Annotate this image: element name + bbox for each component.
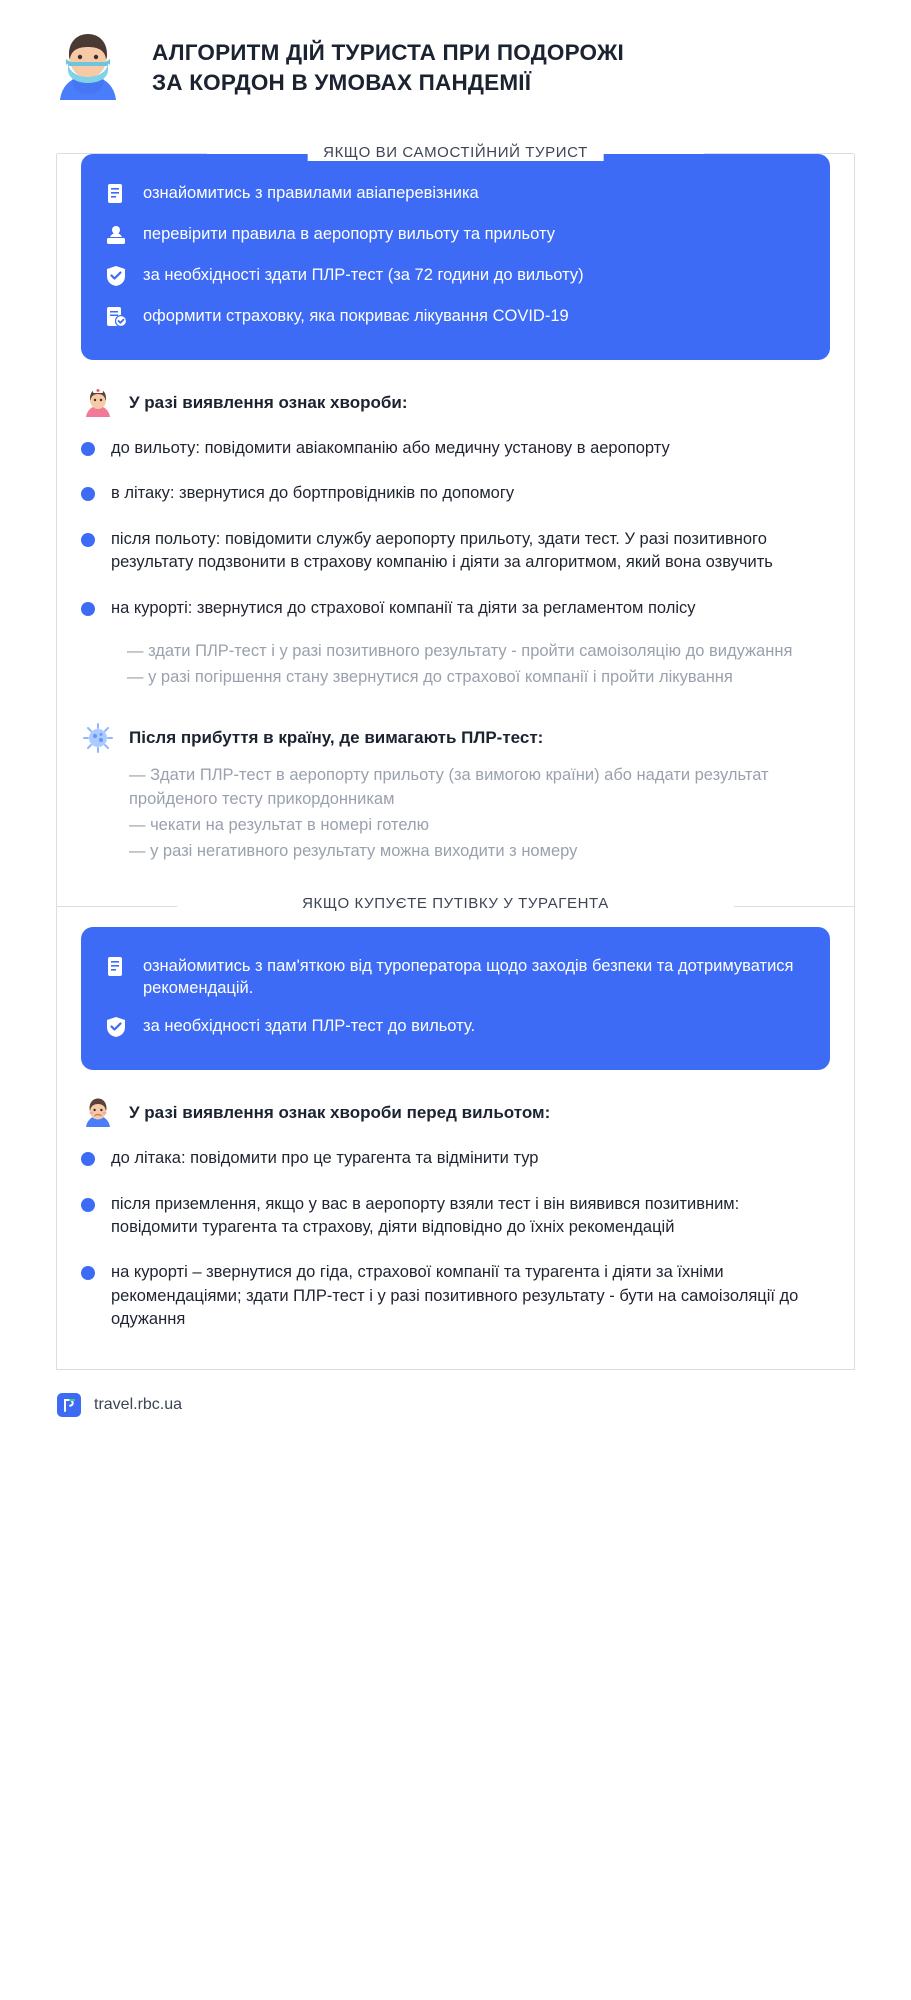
legend-rule-left: [57, 153, 207, 154]
bullet-dot-icon: [81, 533, 95, 547]
blue-item-text: за необхідності здати ПЛР-тест до вильоту.: [143, 1017, 476, 1036]
section1-subheading: [81, 386, 830, 420]
section1-notes-2: [129, 763, 830, 865]
note-line: — у разі негативного результату можна виходити з номеру: [129, 841, 578, 860]
section1-bullet-list: [81, 426, 830, 631]
blue-item: [103, 947, 808, 1008]
bullet-dot-icon: [81, 602, 95, 616]
legend-rule-left: [57, 906, 177, 907]
list-item: [81, 517, 830, 586]
document-icon: [103, 181, 129, 207]
note-line: — у разі погіршення стану звернутися до страхової компанії і пройти лікування: [127, 668, 733, 687]
bullet-dot-icon: [81, 442, 95, 456]
legend-rule-right: [704, 153, 854, 154]
content-card: [56, 144, 855, 1370]
rbc-travel-logo-icon: [56, 1392, 82, 1418]
section1-blue-block: [81, 154, 830, 360]
section1-subheading-text: У разі виявлення ознак хвороби:: [129, 393, 408, 412]
section1-legend: ЯКЩО ВИ САМОСТІЙНИЙ ТУРИСТ: [307, 144, 604, 161]
section2-legend-row: [57, 895, 854, 917]
list-item-text: до літака: повідомити про це турагента та відмінити тур: [111, 1149, 539, 1168]
bullet-dot-icon: [81, 487, 95, 501]
note-line: — чекати на результат в номері готелю: [129, 815, 430, 834]
list-item: [81, 1250, 830, 1342]
list-item: [81, 1182, 830, 1251]
section1-subheading-2-text: Після прибуття в країну, де вимагають ПЛР-тест:: [129, 727, 544, 747]
section2-subheading-text: У разі виявлення ознак хвороби перед вильотом:: [129, 1103, 551, 1123]
blue-item: [103, 215, 808, 256]
bullet-dot-icon: [81, 1152, 95, 1166]
list-item-text: на курорті: звернутися до страхової компанії та діяти за регламентом полісу: [111, 598, 696, 617]
header: [0, 0, 911, 120]
bullet-dot-icon: [81, 1198, 95, 1212]
blue-item: [103, 256, 808, 297]
test-check-shield-icon: [103, 1014, 129, 1040]
note-line: — Здати ПЛР-тест в аеропорту прильоту (за вимогою країни) або надати результат пройденого тесту прикордонникам: [129, 765, 769, 808]
blue-item: [103, 174, 808, 215]
blue-item-text: ознайомитись з правилами авіаперевізника: [143, 184, 479, 202]
document-icon: [103, 954, 129, 980]
insurance-document-icon: [103, 304, 129, 330]
blue-item: [103, 1007, 808, 1048]
list-item-text: після польоту: повідомити службу аеропорту прильоту, здати тест. У разі позитивного результату подзвонити в страхову компанію і діяти за алгоритмом, який вона озвучить: [111, 529, 773, 572]
boy-with-mask-avatar-icon: [46, 26, 130, 110]
section1-notes: [127, 639, 830, 691]
page-title-line1: АЛГОРИТМ ДІЙ ТУРИСТА ПРИ ПОДОРОЖІ: [152, 40, 624, 66]
blue-item-text: за необхідності здати ПЛР-тест (за 72 години до вильоту): [143, 266, 584, 284]
airport-checkin-icon: [103, 222, 129, 248]
page-title: [152, 38, 624, 98]
blue-item: [103, 297, 808, 338]
section2-subheading: [81, 1096, 830, 1130]
nurse-avatar-icon: [81, 386, 115, 420]
blue-item-text: перевірити правила в аеропорту вильоту та прильоту: [143, 225, 555, 243]
list-item-text: на курорті – звернутися до гіда, страхової компанії та турагента і діяти за їхніми рекомендаціями; здати ПЛР-тест і у разі позитивного результату - бути на самоізоляції до одужання: [111, 1263, 799, 1329]
list-item-text: до вильоту: повідомити авіакомпанію або медичну установу в аеропорту: [111, 439, 670, 457]
list-item: [81, 1136, 830, 1181]
section1-subheading-2: [81, 721, 830, 755]
virus-icon: [81, 721, 115, 755]
list-item: [81, 426, 830, 471]
blue-item-text: ознайомитись з пам'яткою від туроператора щодо заходів безпеки та дотримуватися рекомендацій.: [143, 956, 794, 997]
legend-rule-right: [734, 906, 854, 907]
footer-site-url[interactable]: travel.rbc.ua: [94, 1395, 183, 1413]
list-item-text: після приземлення, якщо у вас в аеропорту взяли тест і він виявився позитивним: повідомити турагента та страхову, діяти відповідно до їхніх рекомендацій: [111, 1194, 740, 1237]
list-item: [81, 471, 830, 516]
list-item: [81, 586, 830, 631]
sick-face-avatar-icon: [81, 1096, 115, 1130]
footer: [0, 1370, 911, 1444]
test-check-shield-icon: [103, 263, 129, 289]
section2-legend: ЯКЩО КУПУЄТЕ ПУТІВКУ У ТУРАГЕНТА: [288, 895, 623, 912]
page-title-line2: ЗА КОРДОН В УМОВАХ ПАНДЕМІЇ: [152, 70, 532, 95]
section2-blue-block: [81, 927, 830, 1071]
note-line: — здати ПЛР-тест і у разі позитивного результату - пройти самоізоляцію до видужання: [127, 642, 793, 661]
list-item-text: в літаку: звернутися до бортпровідників по допомогу: [111, 484, 515, 503]
bullet-dot-icon: [81, 1266, 95, 1280]
section2-bullet-list: [81, 1136, 830, 1343]
blue-item-text: оформити страховку, яка покриває лікування COVID-19: [143, 307, 569, 325]
